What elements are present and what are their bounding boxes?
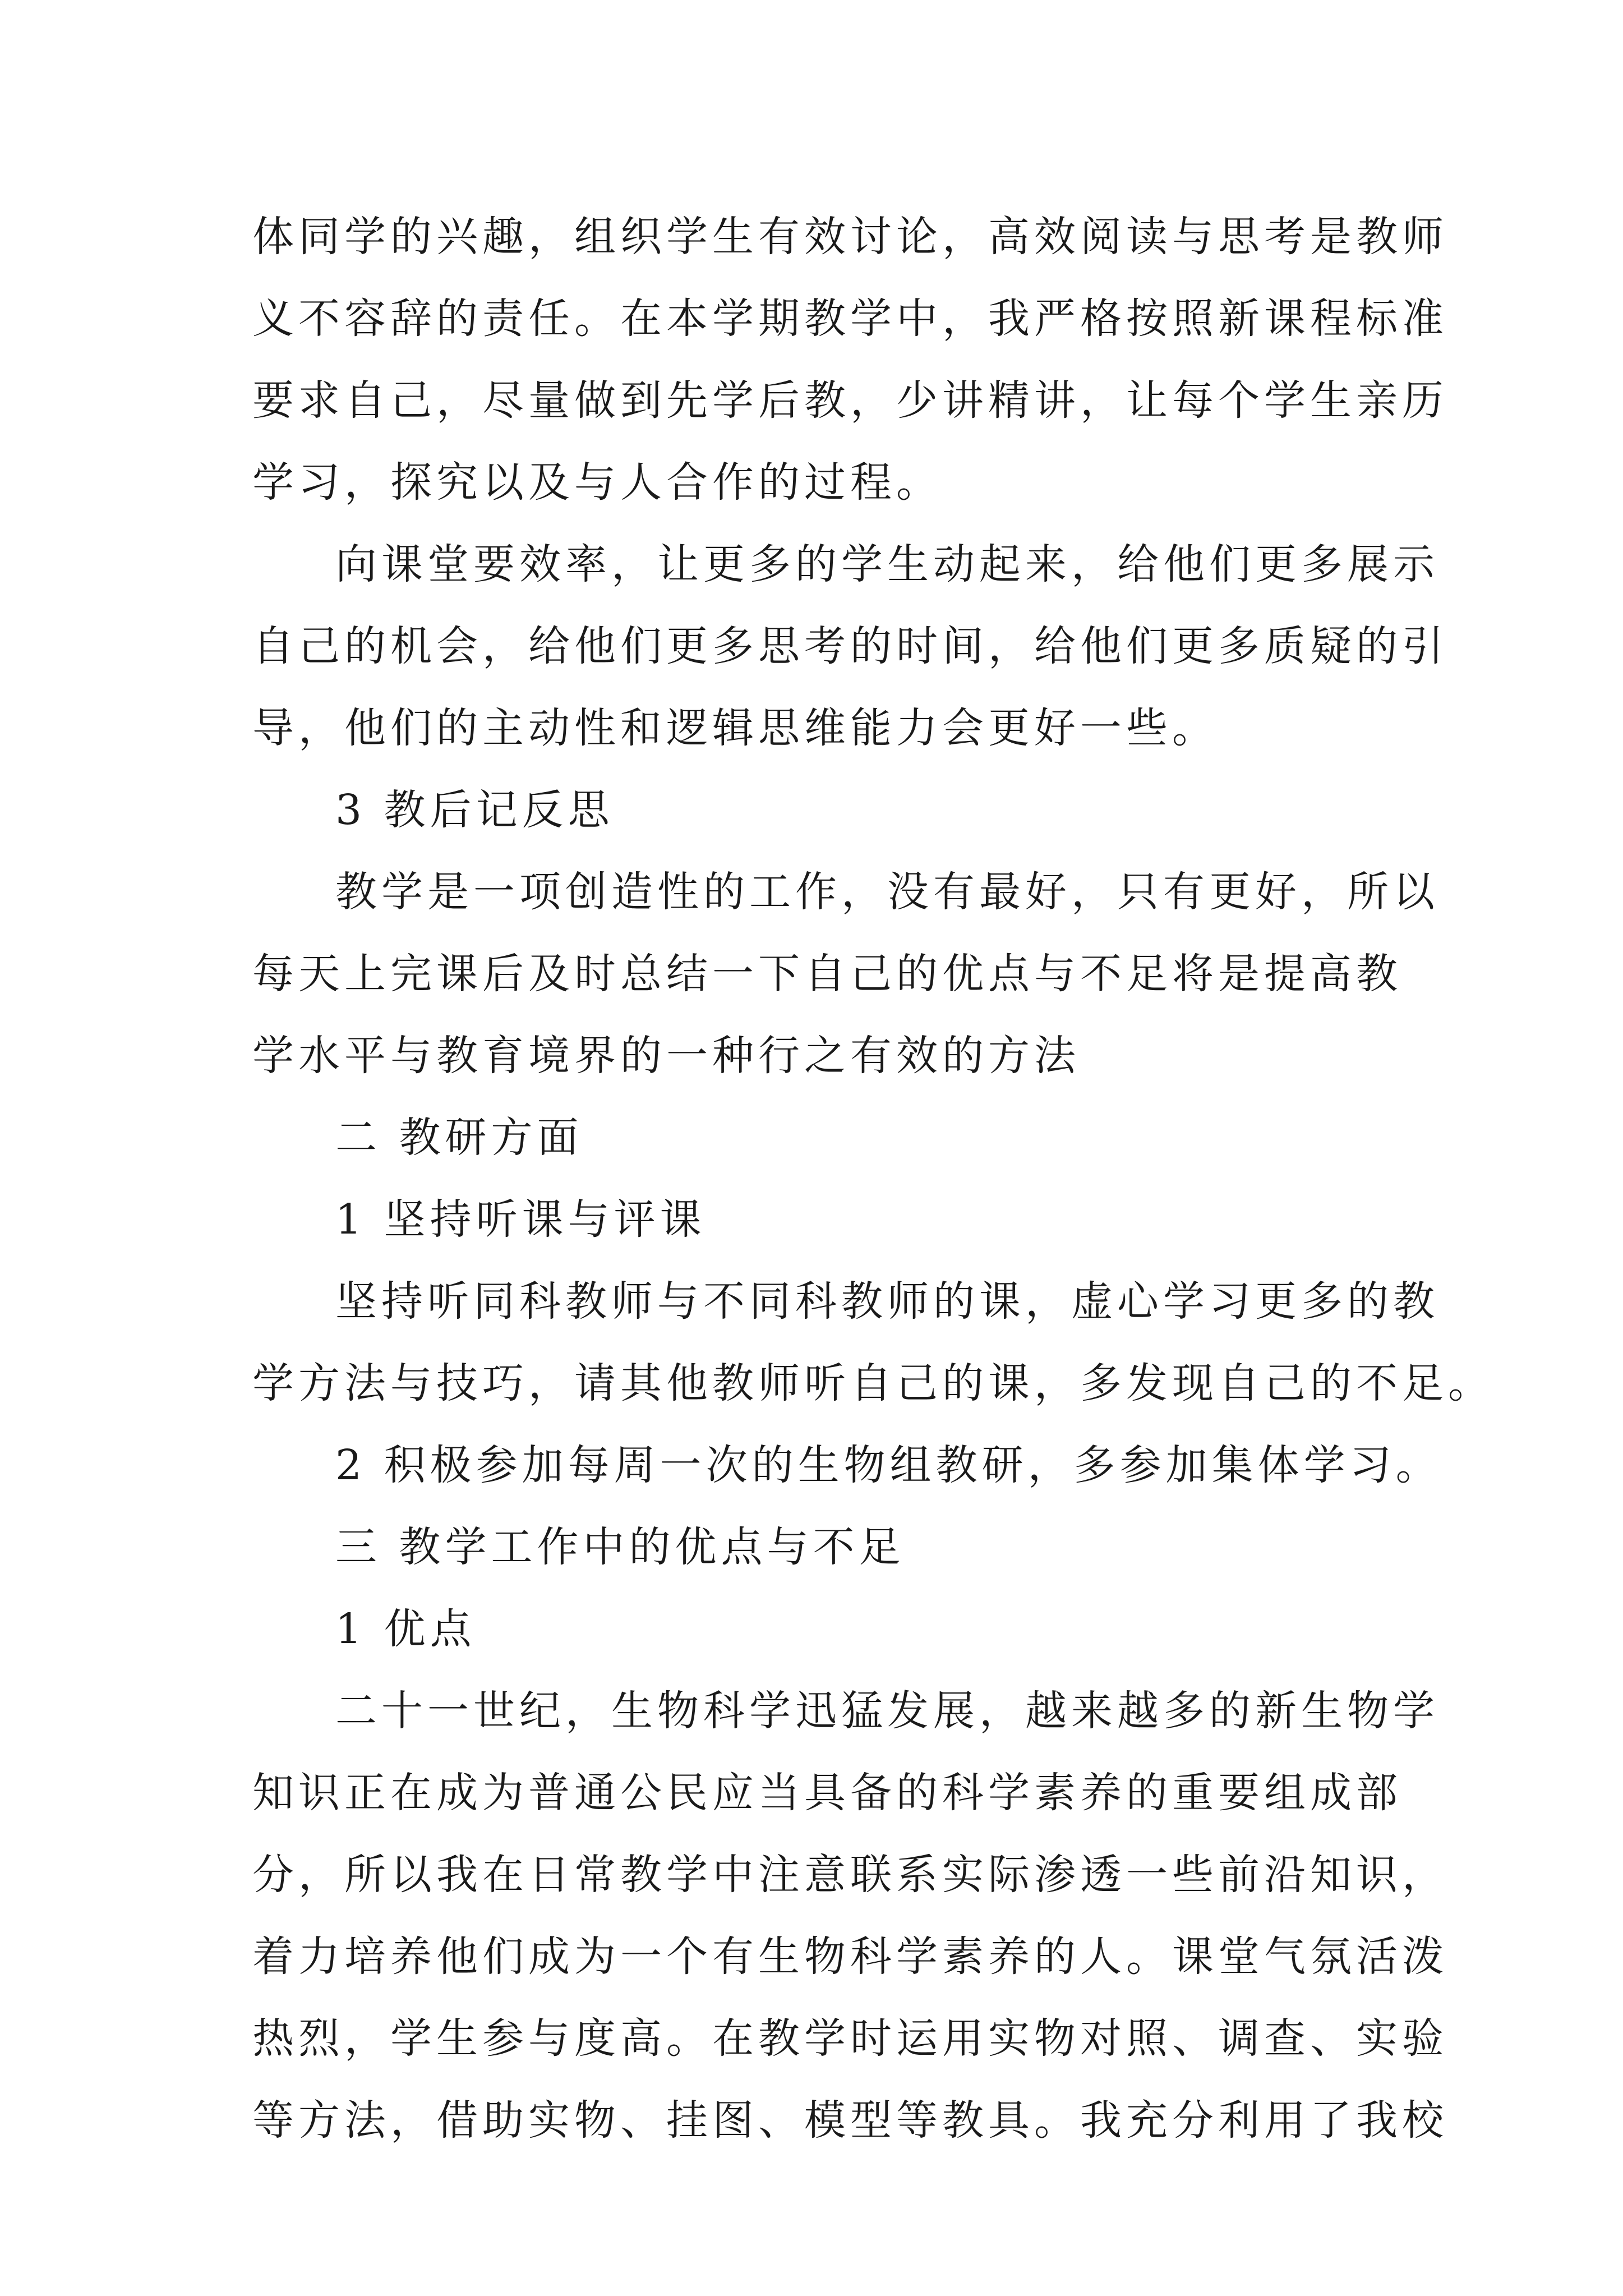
paragraph-first-line: 二十一世纪，生物科学迅猛发展，越来越多的新生物学	[335, 1687, 1439, 1735]
paragraph-first-line: 教学是一项创造性的工作，没有最好，只有更好，所以	[335, 868, 1439, 916]
body-line: 每天上完课后及时总结一下自己的优点与不足将是提高教	[252, 950, 1402, 998]
body-line: 学水平与教育境界的一种行之有效的方法	[252, 1032, 1080, 1080]
section-heading: 1 坚持听课与评课	[335, 1195, 706, 1244]
body-line: 义不容辞的责任。在本学期教学中，我严格按照新课程标准	[252, 295, 1448, 343]
body-line: 热烈，学生参与度高。在教学时运用实物对照、调查、实验	[252, 2014, 1448, 2063]
body-line: 导，他们的主动性和逻辑思维能力会更好一些。	[252, 704, 1218, 752]
body-line: 学习，探究以及与人合作的过程。	[252, 458, 942, 507]
paragraph-first-line: 2 积极参加每周一次的生物组教研，多参加集体学习。	[335, 1441, 1442, 1489]
body-line: 学方法与技巧，请其他教师听自己的课，多发现自己的不足。	[252, 1359, 1494, 1407]
body-line: 知识正在成为普通公民应当具备的科学素养的重要组成部	[252, 1769, 1402, 1817]
paragraph-first-line: 向课堂要效率，让更多的学生动起来，给他们更多展示	[335, 540, 1439, 588]
body-line: 体同学的兴趣，组织学生有效讨论，高效阅读与思考是教师	[252, 213, 1448, 261]
body-line: 要求自己，尽量做到先学后教，少讲精讲，让每个学生亲历	[252, 376, 1448, 425]
section-heading: 3 教后记反思	[335, 786, 614, 834]
section-heading: 三 教学工作中的优点与不足	[335, 1523, 905, 1571]
body-line: 自己的机会，给他们更多思考的时间，给他们更多质疑的引	[252, 622, 1448, 670]
body-line: 分，所以我在日常教学中注意联系实际渗透一些前沿知识，	[252, 1851, 1448, 1899]
body-line: 等方法，借助实物、挂图、模型等教具。我充分利用了我校	[252, 2096, 1448, 2145]
body-line: 着力培养他们成为一个有生物科学素养的人。课堂气氛活泼	[252, 1932, 1448, 1981]
paragraph-first-line: 坚持听同科教师与不同科教师的课，虚心学习更多的教	[335, 1277, 1439, 1326]
section-heading: 二 教研方面	[335, 1114, 583, 1162]
section-heading: 1 优点	[335, 1605, 476, 1653]
